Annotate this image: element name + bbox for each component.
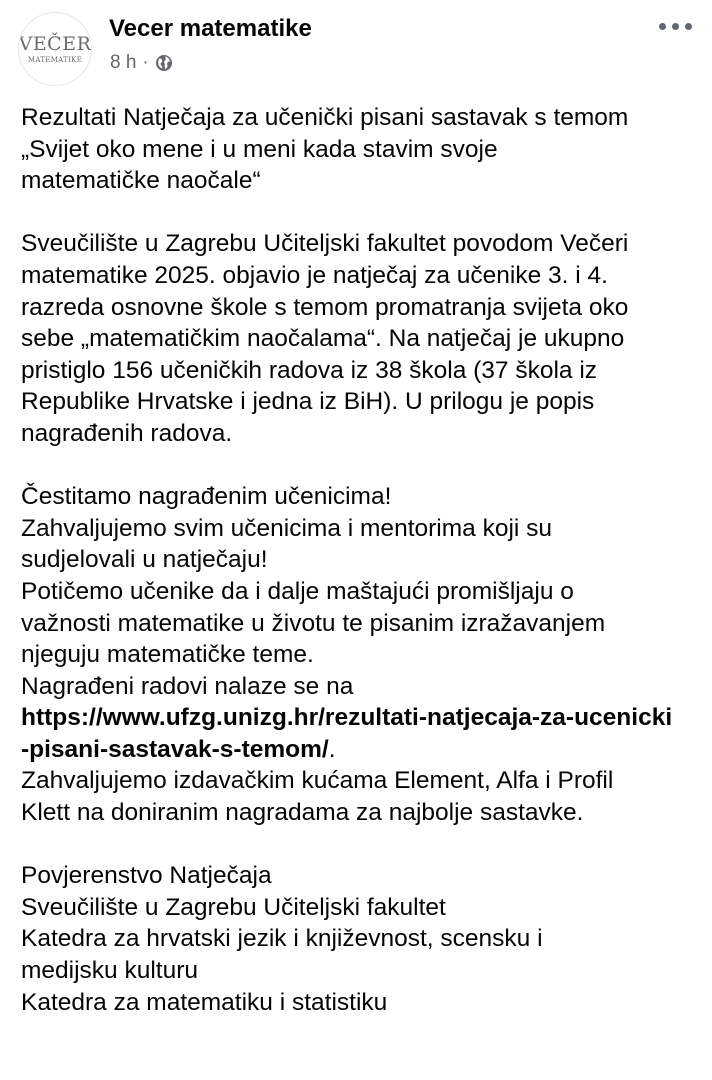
text-line: sudjelovali u natječaju! [21, 546, 268, 574]
more-options-icon [659, 23, 666, 30]
text-line: pristiglo 156 učeničkih radova iz 38 škola (37 škola iz [21, 356, 598, 384]
text-line: Katedra za matematiku i statistiku [21, 988, 388, 1016]
avatar-logo-subtext: MATEMATIKE [27, 55, 83, 64]
text-line: Zahvaljujemo svim učenicima i mentorima koji su [21, 514, 553, 542]
text-line: njeguju matematičke teme. [21, 641, 314, 669]
page-avatar[interactable] [18, 12, 92, 86]
paragraph-gap [21, 829, 701, 861]
text-line: Potičemo učenike da i dalje maštajući promišljaju o [21, 577, 574, 605]
text-line: razreda osnovne škole s temom promatranja svijeta oko [21, 293, 629, 321]
results-link[interactable]: https://www.ufzg.unizg.hr/rezultati-natjecaja-za-ucenicki [21, 704, 673, 732]
text-line: Sveučilište u Zagrebu Učiteljski fakultet [21, 893, 446, 921]
post-timestamp[interactable]: 8 h [110, 52, 137, 73]
text-line: važnosti matematike u životu te pisanim izražavanjem [21, 609, 606, 637]
text-line: Katedra za hrvatski jezik i književnost, scensku i [21, 925, 543, 953]
link-suffix: . [328, 735, 336, 763]
text-line [21, 734, 701, 766]
globe-icon[interactable] [155, 54, 173, 72]
text-line: medijsku kulturu [21, 957, 199, 985]
more-options-icon-dot [685, 23, 692, 30]
text-line: matematičke naočale“ [21, 167, 261, 195]
text-line: sebe „matematičkim naočalama“. Na natječaj je ukupno [21, 325, 625, 353]
text-line: matematike 2025. objavio je natječaj za učenike 3. i 4. [21, 261, 608, 289]
post-meta [110, 50, 173, 76]
post-header [0, 0, 712, 92]
text-line: Republike Hrvatske i jedna iz BiH). U prilogu je popis [21, 388, 595, 416]
results-link-continued[interactable]: -pisani-sastavak-s-temom/ [21, 735, 329, 763]
paragraph-gap [21, 450, 701, 482]
text-line: Rezultati Natječaja za učenički pisani sastavak s temom [21, 104, 629, 131]
avatar-logo-text: VEČER [18, 32, 92, 55]
text-line: Čestitamo nagrađenim učenicima! [21, 483, 392, 511]
text-line: Klett na doniranim nagradama za najbolje sastavke. [21, 799, 584, 827]
page-name-link[interactable]: Vecer matematike [109, 15, 312, 42]
more-options-icon-dot [672, 23, 679, 30]
text-line: Sveučilište u Zagrebu Učiteljski fakultet povodom Večeri [21, 230, 629, 258]
post-text [21, 102, 701, 1018]
text-line: nagrađenih radova. [21, 419, 233, 447]
paragraph-gap [21, 197, 701, 229]
text-line: „Svijet oko mene i u meni kada stavim svoje [21, 135, 498, 163]
text-line [21, 702, 701, 734]
text-line: Zahvaljujemo izdavačkim kućama Element, Alfa i Profil [21, 767, 614, 795]
more-options-button[interactable] [653, 14, 697, 38]
text-line: Nagrađeni radovi nalaze se na [21, 672, 354, 700]
meta-separator: · [142, 52, 149, 73]
text-line: Povjerenstvo Natječaja [21, 862, 272, 890]
